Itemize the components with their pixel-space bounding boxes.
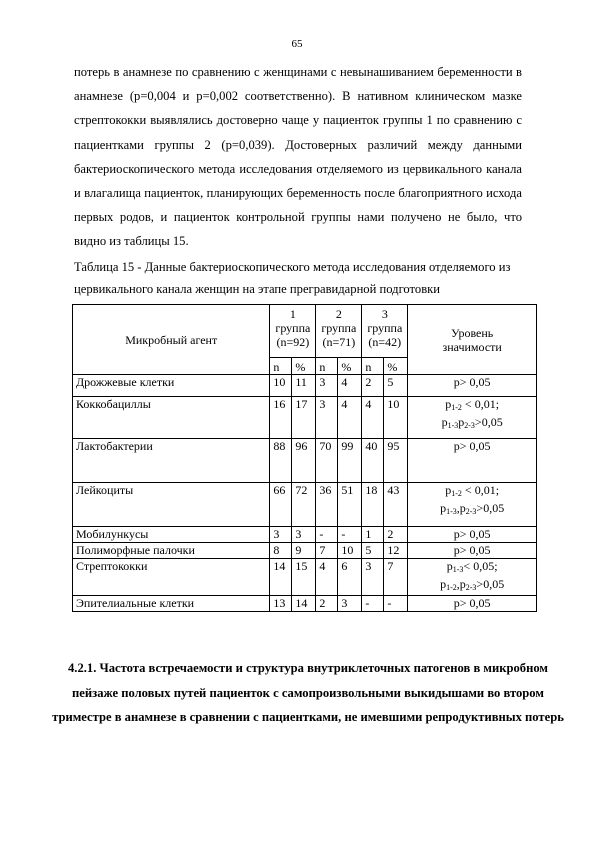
subheader-n: n (270, 358, 292, 375)
cell-value: 72 (292, 483, 316, 527)
cell-value: - (384, 596, 408, 612)
significance-line: р> 0,05 (453, 527, 491, 541)
table-row (73, 375, 537, 397)
cell-value: 16 (270, 397, 292, 439)
significance-line: $р_{1-2},р_{2-3}>0,05$ (440, 577, 505, 592)
cell-value: 5 (362, 543, 384, 559)
cell-agent: Лейкоциты (73, 483, 270, 527)
cell-value: 3 (316, 375, 338, 397)
cell-value: 96 (292, 439, 316, 483)
table-row (73, 483, 537, 527)
cell-value: 12 (384, 543, 408, 559)
cell-value: 4 (338, 397, 362, 439)
cell-value: 4 (362, 397, 384, 439)
table-caption: Таблица 15 - Данные бактериоскопического метода исследования отделяемого из цервикального канала женщин на этапе прегравидарной подготовки (74, 260, 511, 296)
table-row (73, 397, 537, 439)
cell-agent: Мобилункусы (73, 527, 270, 543)
cell-value: - (362, 596, 384, 612)
significance-line: р> 0,05 (453, 596, 491, 610)
cell-value: 1 (362, 527, 384, 543)
cell-value: 3 (338, 596, 362, 612)
cell-value: 2 (384, 527, 408, 543)
cell-value: 10 (384, 397, 408, 439)
subheader-n: n (362, 358, 384, 375)
header-group-2: 2 группа (n=71) (316, 305, 362, 358)
cell-value: 10 (338, 543, 362, 559)
cell-value: 3 (316, 397, 338, 439)
cell-significance (408, 483, 537, 527)
cell-significance (408, 559, 537, 596)
cell-value: 2 (316, 596, 338, 612)
cell-significance (408, 439, 537, 483)
subheader-n: n (316, 358, 338, 375)
significance-line: $р_{1-2} < 0,01$; (445, 483, 500, 498)
significance-line: $р_{1-3}< 0,05$; (446, 559, 498, 574)
cell-value: 14 (292, 596, 316, 612)
cell-significance (408, 527, 537, 543)
cell-value: 14 (270, 559, 292, 596)
cell-agent: Полиморфные палочки (73, 543, 270, 559)
significance-line: р> 0,05 (453, 543, 491, 557)
table-row (73, 527, 537, 543)
cell-significance (408, 397, 537, 439)
subheader-percent: % (292, 358, 316, 375)
cell-value: 66 (270, 483, 292, 527)
header-group-3: 3 группа (n=42) (362, 305, 408, 358)
cell-value: 88 (270, 439, 292, 483)
subheader-percent: % (338, 358, 362, 375)
cell-value: 7 (384, 559, 408, 596)
table-row (73, 596, 537, 612)
cell-significance (408, 543, 537, 559)
cell-value: - (316, 527, 338, 543)
cell-value: 36 (316, 483, 338, 527)
table-row (73, 559, 537, 596)
cell-value: 43 (384, 483, 408, 527)
cell-value: 70 (316, 439, 338, 483)
data-table (72, 304, 537, 612)
cell-significance (408, 596, 537, 612)
cell-value: 17 (292, 397, 316, 439)
cell-agent: Стрептококки (73, 559, 270, 596)
cell-value: 6 (338, 559, 362, 596)
cell-value: - (338, 527, 362, 543)
cell-significance (408, 375, 537, 397)
section-heading: 4.2.1. Частота встречаемости и структура внутриклеточных патогенов в микробном пейзаже половых путей пациенток с самопроизвольными выкидышами во втором триместре в анамнезе в сравнении с пациентками, не имевшими репродуктивных потерь (52, 661, 564, 724)
body-paragraph: потерь в анамнезе по сравнению с женщинами с невынашиванием беременности в анамнезе (р=0,004 и р=0,002 соответственно). В нативном клиническом мазке стрептококки выявлялись достоверно чаще у пациенток группы 1 по сравнению с пациентками группы 2 (р=0,039). Достоверных различий между данными бактериоскопического метода исследования отделяемого из цервикального канала и влагалища пациенток, планирующих беременность после благоприятного исхода первых родов, и пациенток контрольной группы нами получено не было, что видно из таблицы 15. (74, 65, 522, 249)
table-header-row (73, 305, 537, 358)
cell-value: 15 (292, 559, 316, 596)
cell-agent: Коккобациллы (73, 397, 270, 439)
cell-value: 99 (338, 439, 362, 483)
table-row (73, 439, 537, 483)
significance-line: $р_{1-3}р_{2-3}>0,05$ (441, 415, 503, 430)
cell-value: 40 (362, 439, 384, 483)
cell-value: 8 (270, 543, 292, 559)
cell-value: 13 (270, 596, 292, 612)
cell-agent: Дрожжевые клетки (73, 375, 270, 397)
cell-value: 3 (362, 559, 384, 596)
header-group-1: 1 группа (n=92) (270, 305, 316, 358)
cell-value: 3 (292, 527, 316, 543)
cell-value: 11 (292, 375, 316, 397)
cell-value: 4 (316, 559, 338, 596)
cell-value: 2 (362, 375, 384, 397)
significance-line: $р_{1-2} < 0,01$; (445, 397, 500, 412)
cell-value: 9 (292, 543, 316, 559)
page-number: 65 (291, 38, 303, 50)
header-significance: Уровень значимости (408, 305, 537, 375)
significance-line: р> 0,05 (453, 375, 491, 389)
cell-value: 10 (270, 375, 292, 397)
header-agent: Микробный агент (73, 305, 270, 375)
cell-value: 7 (316, 543, 338, 559)
cell-value: 4 (338, 375, 362, 397)
subheader-percent: % (384, 358, 408, 375)
significance-line: $р_{1-3},р_{2-3}>0,05$ (440, 501, 505, 516)
cell-value: 95 (384, 439, 408, 483)
cell-value: 51 (338, 483, 362, 527)
cell-agent: Лактобактерии (73, 439, 270, 483)
cell-value: 18 (362, 483, 384, 527)
cell-agent: Эпителиальные клетки (73, 596, 270, 612)
significance-line: р> 0,05 (453, 439, 491, 453)
cell-value: 5 (384, 375, 408, 397)
table-row (73, 543, 537, 559)
cell-value: 3 (270, 527, 292, 543)
